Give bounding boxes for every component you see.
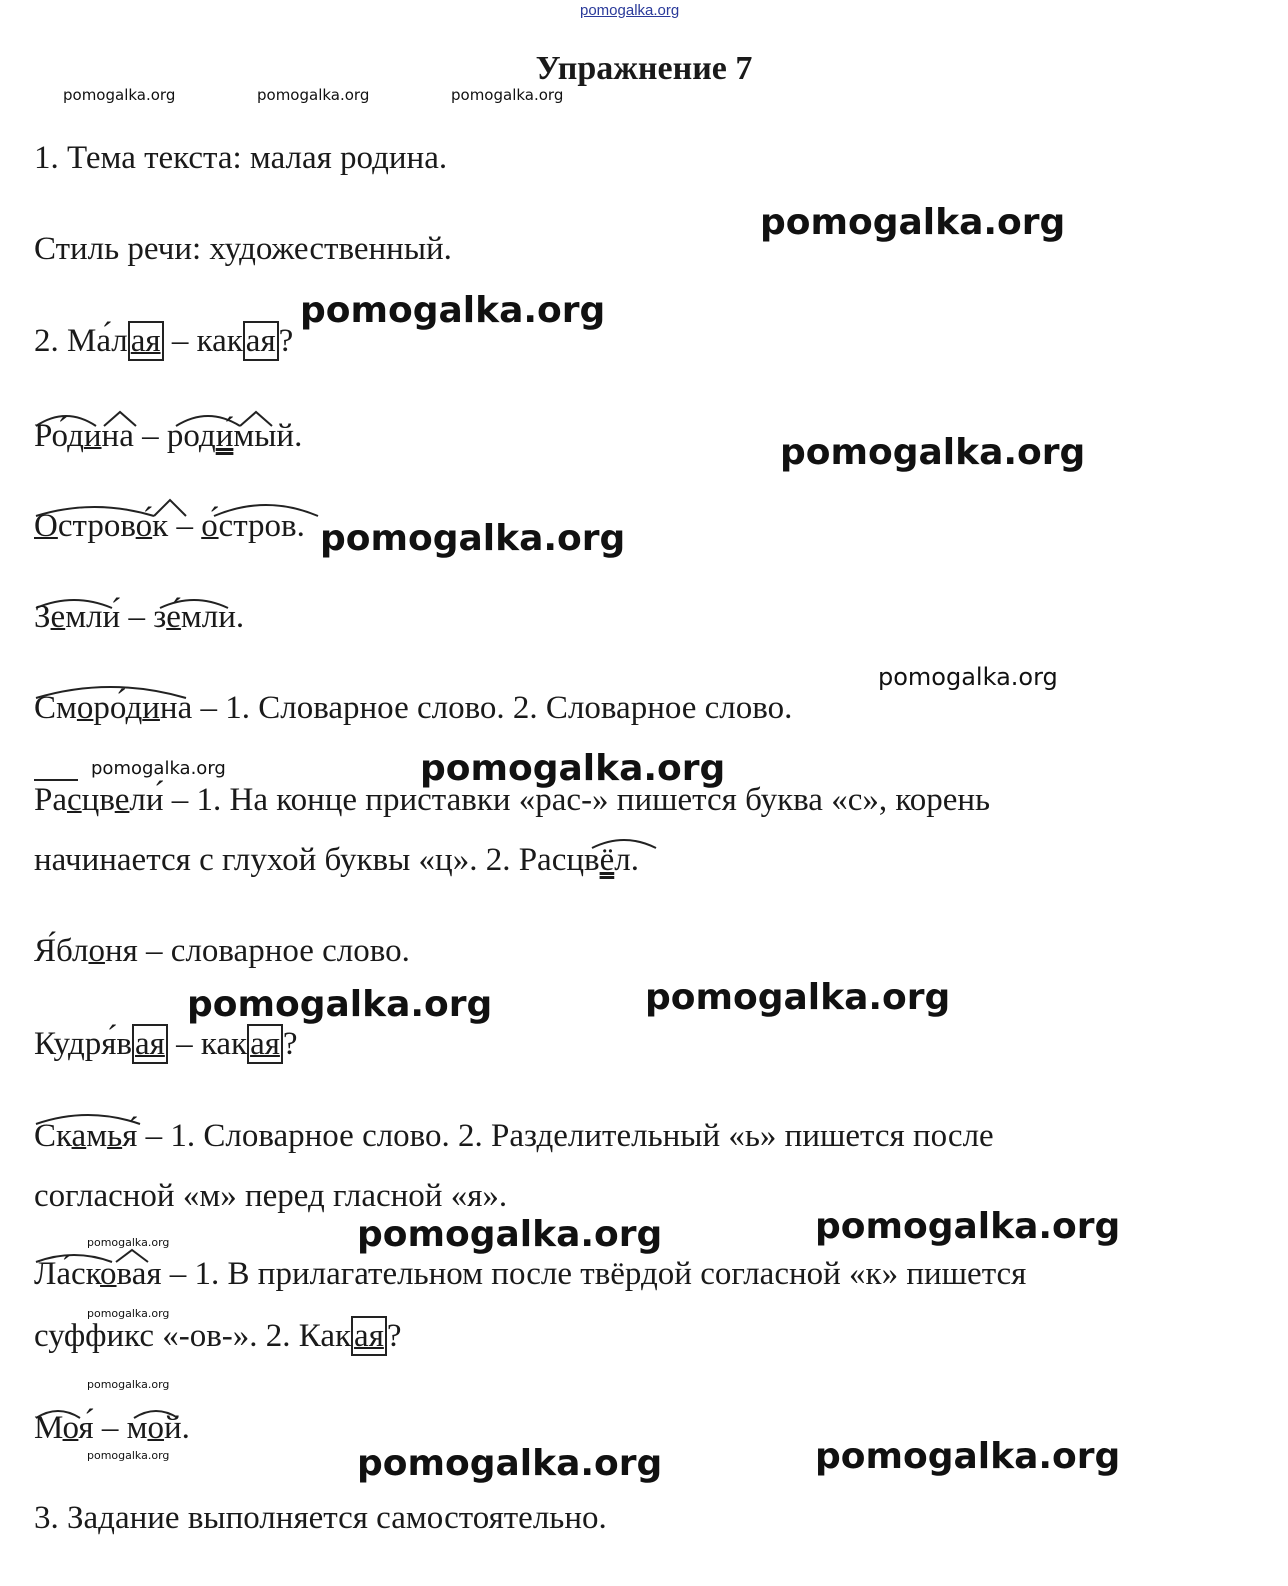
line-skamya-cont: согласной «м» перед гласной «я». xyxy=(34,1178,508,1214)
watermark: pomogalka.org xyxy=(300,290,606,331)
line-ostrovok xyxy=(34,508,305,545)
word-part: стров xyxy=(57,508,136,544)
ending-box: ая xyxy=(132,1024,168,1064)
word-part: на – род xyxy=(101,418,216,454)
top-watermark-link[interactable]: pomogalka.org xyxy=(580,2,680,19)
word-part: ? xyxy=(386,1318,402,1354)
vowel-underline: О xyxy=(34,508,58,544)
letter-underline: ь xyxy=(107,1118,123,1154)
watermark: pomogalka.org xyxy=(63,86,176,104)
word-part: мли́ – з xyxy=(65,599,167,635)
word-part: – как xyxy=(163,323,243,359)
vowel-underline: е xyxy=(50,599,66,635)
ending-box: ая xyxy=(243,321,279,361)
line-topic: 1. Тема текста: малая родина. xyxy=(34,140,448,176)
word-part: Ро́д xyxy=(34,418,84,454)
word-part: ня – словарное слово. xyxy=(104,933,410,969)
vowel-underline: о xyxy=(100,1256,117,1292)
ending-box: ая xyxy=(247,1024,283,1064)
line-rastsveli-cont xyxy=(34,842,639,879)
line-rodina xyxy=(34,418,302,455)
line-malaya xyxy=(34,323,293,360)
word-part: ? xyxy=(278,323,294,359)
word-part: Ра xyxy=(34,782,67,818)
line-laskovaya-cont xyxy=(34,1318,402,1355)
vowel-underline: о xyxy=(88,933,105,969)
vowel-underline: и xyxy=(142,690,160,726)
vowel-underline: и́ xyxy=(215,418,234,454)
word-part: Я́бл xyxy=(34,933,89,969)
vowel-underline: о́ xyxy=(135,508,153,544)
word-part: Кудря́в xyxy=(34,1026,133,1062)
word-part: М xyxy=(34,1410,63,1446)
watermark: pomogalka.org xyxy=(257,86,370,104)
watermark: pomogalka.org xyxy=(87,1236,170,1249)
watermark: pomogalka.org xyxy=(87,1307,170,1320)
word-part: ? xyxy=(282,1026,298,1062)
word-part: суффикс «-ов-». 2. Как xyxy=(34,1318,352,1354)
vowel-underline: о́ xyxy=(201,508,219,544)
word-part: к – xyxy=(152,508,202,544)
word-part: 2. Ма́л xyxy=(34,323,128,359)
watermark: pomogalka.org xyxy=(87,1378,170,1391)
line-smorodina xyxy=(34,690,792,727)
word-part: вая – 1. В прилагательном после твёрдой согласной «к» пишется xyxy=(116,1256,1027,1292)
page-title: Упражнение 7 xyxy=(535,50,753,87)
vowel-underline: и xyxy=(83,418,102,454)
ending-box: ая xyxy=(128,321,164,361)
vowel-underline: о xyxy=(62,1410,79,1446)
line-zemli xyxy=(34,599,244,636)
watermark: pomogalka.org xyxy=(420,748,726,789)
word-part: цв xyxy=(81,782,115,818)
watermark: pomogalka.org xyxy=(878,663,1058,691)
watermark: pomogalka.org xyxy=(780,432,1086,473)
line-style: Стиль речи: художественный. xyxy=(34,231,452,267)
watermark: pomogalka.org xyxy=(357,1443,663,1484)
watermark: pomogalka.org xyxy=(91,758,226,779)
letter-underline: с xyxy=(67,782,82,818)
vowel-underline: е́ xyxy=(166,599,181,635)
word-part: начинается с глухой буквы «ц». 2. Расцв xyxy=(34,842,600,878)
line-laskovaya xyxy=(34,1256,1026,1293)
word-part: – как xyxy=(167,1026,248,1062)
word-part: Ла́ск xyxy=(34,1256,101,1292)
word-part: См xyxy=(34,690,77,726)
vowel-underline: е xyxy=(114,782,130,818)
watermark: pomogalka.org xyxy=(87,1449,170,1462)
vowel-underline: а xyxy=(71,1118,87,1154)
line-task3: 3. Задание выполняется самостоятельно. xyxy=(34,1500,607,1536)
watermark: pomogalka.org xyxy=(320,518,626,559)
word-part: мли. xyxy=(180,599,245,635)
word-part: Ск xyxy=(34,1118,72,1154)
watermark: pomogalka.org xyxy=(187,984,493,1025)
word-part: на – 1. Словарное слово. 2. Словарное слово. xyxy=(159,690,793,726)
word-part: ро́д xyxy=(93,690,143,726)
word-part: й. xyxy=(163,1410,190,1446)
watermark: pomogalka.org xyxy=(451,86,564,104)
line-kudryavaya xyxy=(34,1026,298,1063)
line-moya xyxy=(34,1410,190,1447)
watermark: pomogalka.org xyxy=(815,1206,1121,1247)
ending-box: ая xyxy=(351,1316,387,1356)
word-part: м xyxy=(86,1118,108,1154)
word-part: л. xyxy=(614,842,639,878)
watermark: pomogalka.org xyxy=(760,202,1066,243)
watermark: pomogalka.org xyxy=(645,977,951,1018)
word-part: я́ – 1. Словарное слово. 2. Разделительный «ь» пишется после xyxy=(122,1118,994,1154)
watermark: pomogalka.org xyxy=(815,1436,1121,1477)
word-part: ли́ – 1. На конце приставки «рас-» пишется буква «с», корень xyxy=(129,782,991,818)
vowel-underline: ё xyxy=(599,842,615,878)
line-skamya xyxy=(34,1118,994,1155)
vowel-underline: о xyxy=(147,1410,164,1446)
word-part: стров. xyxy=(218,508,305,544)
word-part: З xyxy=(34,599,51,635)
word-part: мый. xyxy=(233,418,303,454)
word-part: я́ – м xyxy=(78,1410,148,1446)
watermark: pomogalka.org xyxy=(357,1214,663,1255)
vowel-underline: о xyxy=(76,690,94,726)
line-yablonya xyxy=(34,933,410,970)
